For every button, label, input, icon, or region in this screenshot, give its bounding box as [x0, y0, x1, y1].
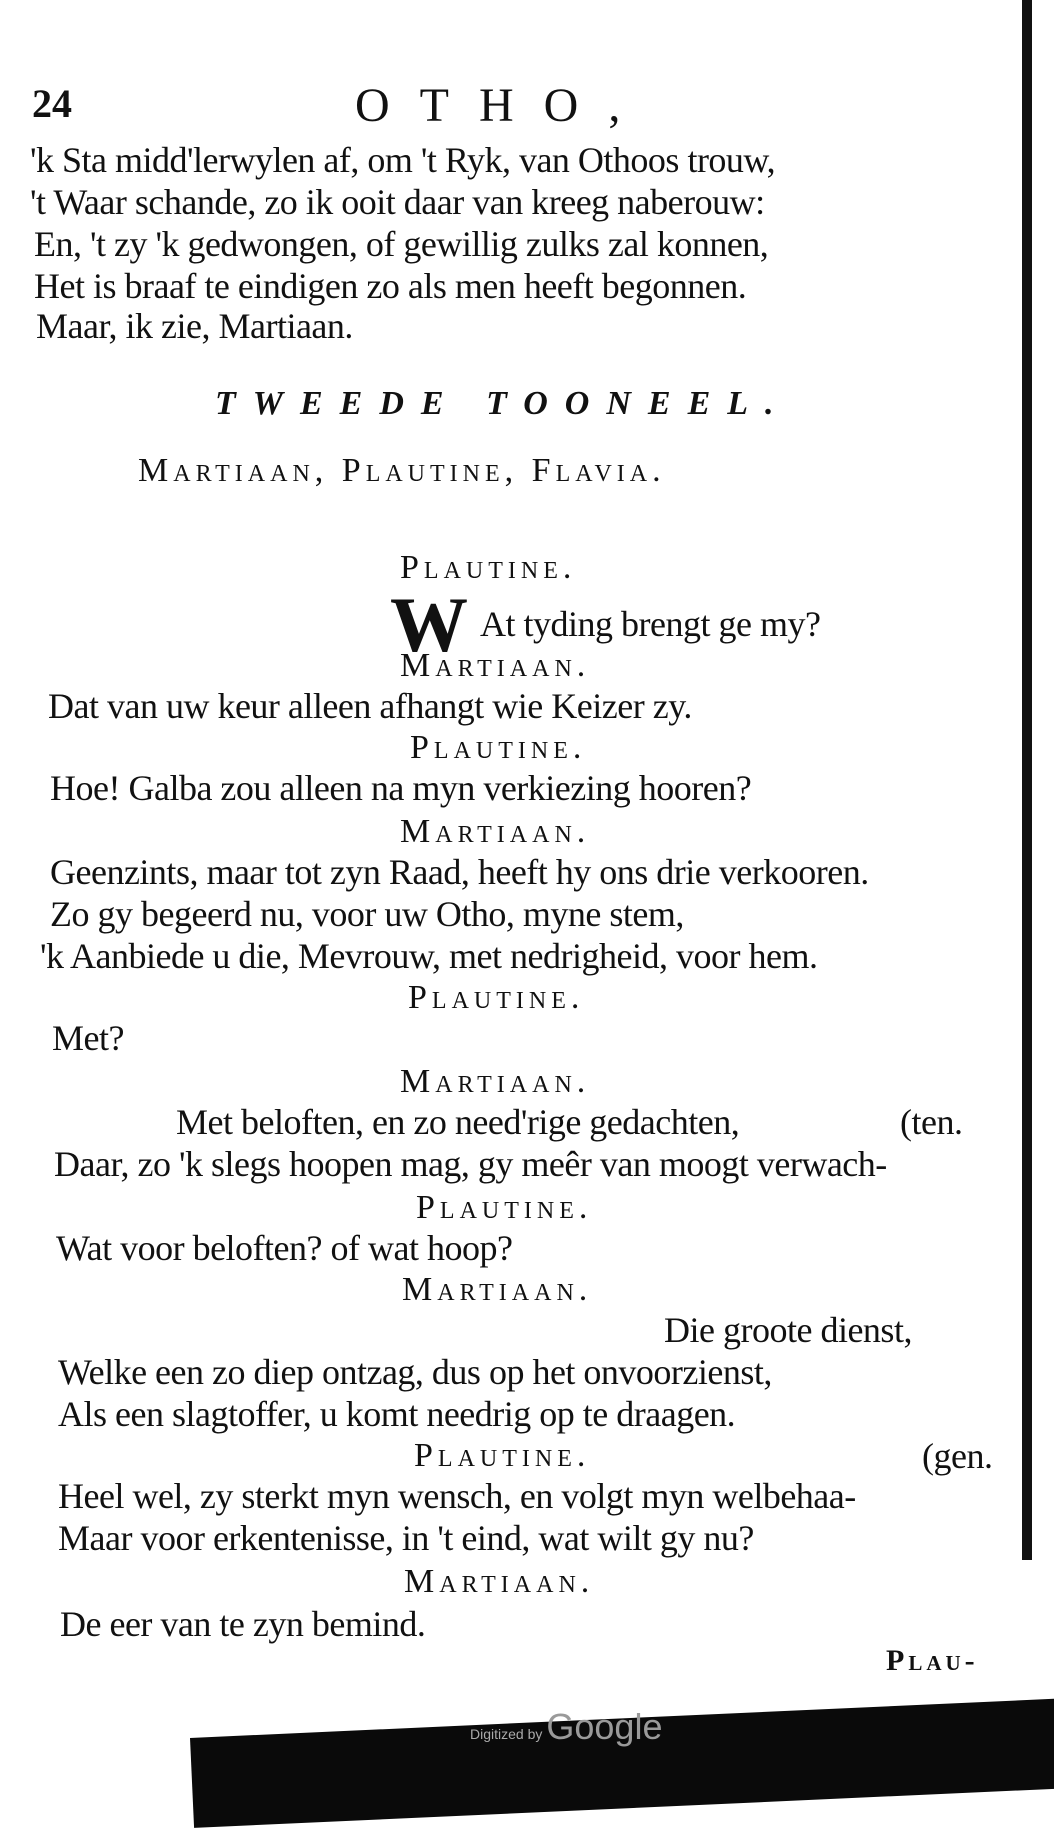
verse-line: Maar, ik zie, Martiaan. [36, 306, 353, 346]
verse-line: 'k Aanbiede u die, Mevrouw, met nedrigheid, voor hem. [40, 936, 818, 976]
speaker-name: Martiaan. [402, 1271, 593, 1308]
verse-line: Hoe! Galba zou alleen na myn verkiezing hooren? [50, 768, 752, 808]
verse-line: 't Waar schande, zo ik ooit daar van kreeg naberouw: [30, 182, 765, 222]
verse-line: Maar voor erkentenisse, in 't eind, wat wilt gy nu? [58, 1518, 754, 1558]
drop-cap: W [390, 581, 468, 668]
speaker-name: Martiaan. [400, 647, 591, 684]
verse-line: En, 't zy 'k gedwongen, of gewillig zulks zal konnen, [34, 224, 769, 264]
verse-line: Het is braaf te eindigen zo als men heeft begonnen. [34, 266, 747, 306]
page-number: 24 [32, 81, 72, 126]
catchword: Plau- [886, 1644, 979, 1677]
speaker-name: Martiaan. [404, 1563, 595, 1600]
watermark-brand: Google [546, 1706, 663, 1747]
digitized-watermark [470, 1706, 662, 1748]
verse-line: Wat voor beloften? of wat hoop? [56, 1228, 513, 1268]
scene-title: TWEEDE TOONEEL. [215, 385, 791, 422]
verse-line: Geenzints, maar tot zyn Raad, heeft hy ons drie verkooren. [50, 852, 869, 892]
verse-line: Met? [52, 1018, 124, 1058]
verse-line: At tyding brengt ge my? [480, 604, 821, 644]
speaker-name: Martiaan. [400, 1063, 591, 1100]
verse-line: Dat van uw keur alleen afhangt wie Keizer zy. [48, 686, 692, 726]
turnover-fragment: (gen. [922, 1436, 993, 1476]
running-title: OTHO, [355, 79, 651, 132]
verse-line: Die groote dienst, [664, 1310, 912, 1350]
verse-line: 'k Sta midd'lerwylen af, om 't Ryk, van Othoos trouw, [30, 140, 776, 180]
speaker-name: Plautine. [400, 549, 577, 586]
speaker-name: Martiaan. [400, 813, 591, 850]
verse-line: Zo gy begeerd nu, voor uw Otho, myne stem, [50, 894, 684, 934]
verse-line: Daar, zo 'k slegs hoopen mag, gy meêr van moogt verwach- [54, 1144, 887, 1184]
speaker-name: Plautine. [408, 979, 585, 1016]
verse-line: Welke een zo diep ontzag, dus op het onvoorzienst, [58, 1352, 772, 1392]
verse-line: Heel wel, zy sterkt myn wensch, en volgt myn welbehaa- [58, 1476, 856, 1516]
speaker-name: Plautine. [416, 1189, 593, 1226]
verse-line: Als een slagtoffer, u komt needrig op te draagen. [58, 1394, 736, 1434]
watermark-prefix: Digitized by [470, 1726, 543, 1742]
scene-cast: Martiaan, Plautine, Flavia. [138, 452, 666, 489]
speaker-name: Plautine. [410, 729, 587, 766]
turnover-fragment: (ten. [900, 1102, 963, 1142]
verse-line: Met beloften, en zo need'rige gedachten, [176, 1102, 740, 1142]
page-edge-shadow [1022, 0, 1032, 1560]
verse-line: De eer van te zyn bemind. [60, 1604, 426, 1644]
speaker-name: Plautine. [414, 1437, 591, 1474]
